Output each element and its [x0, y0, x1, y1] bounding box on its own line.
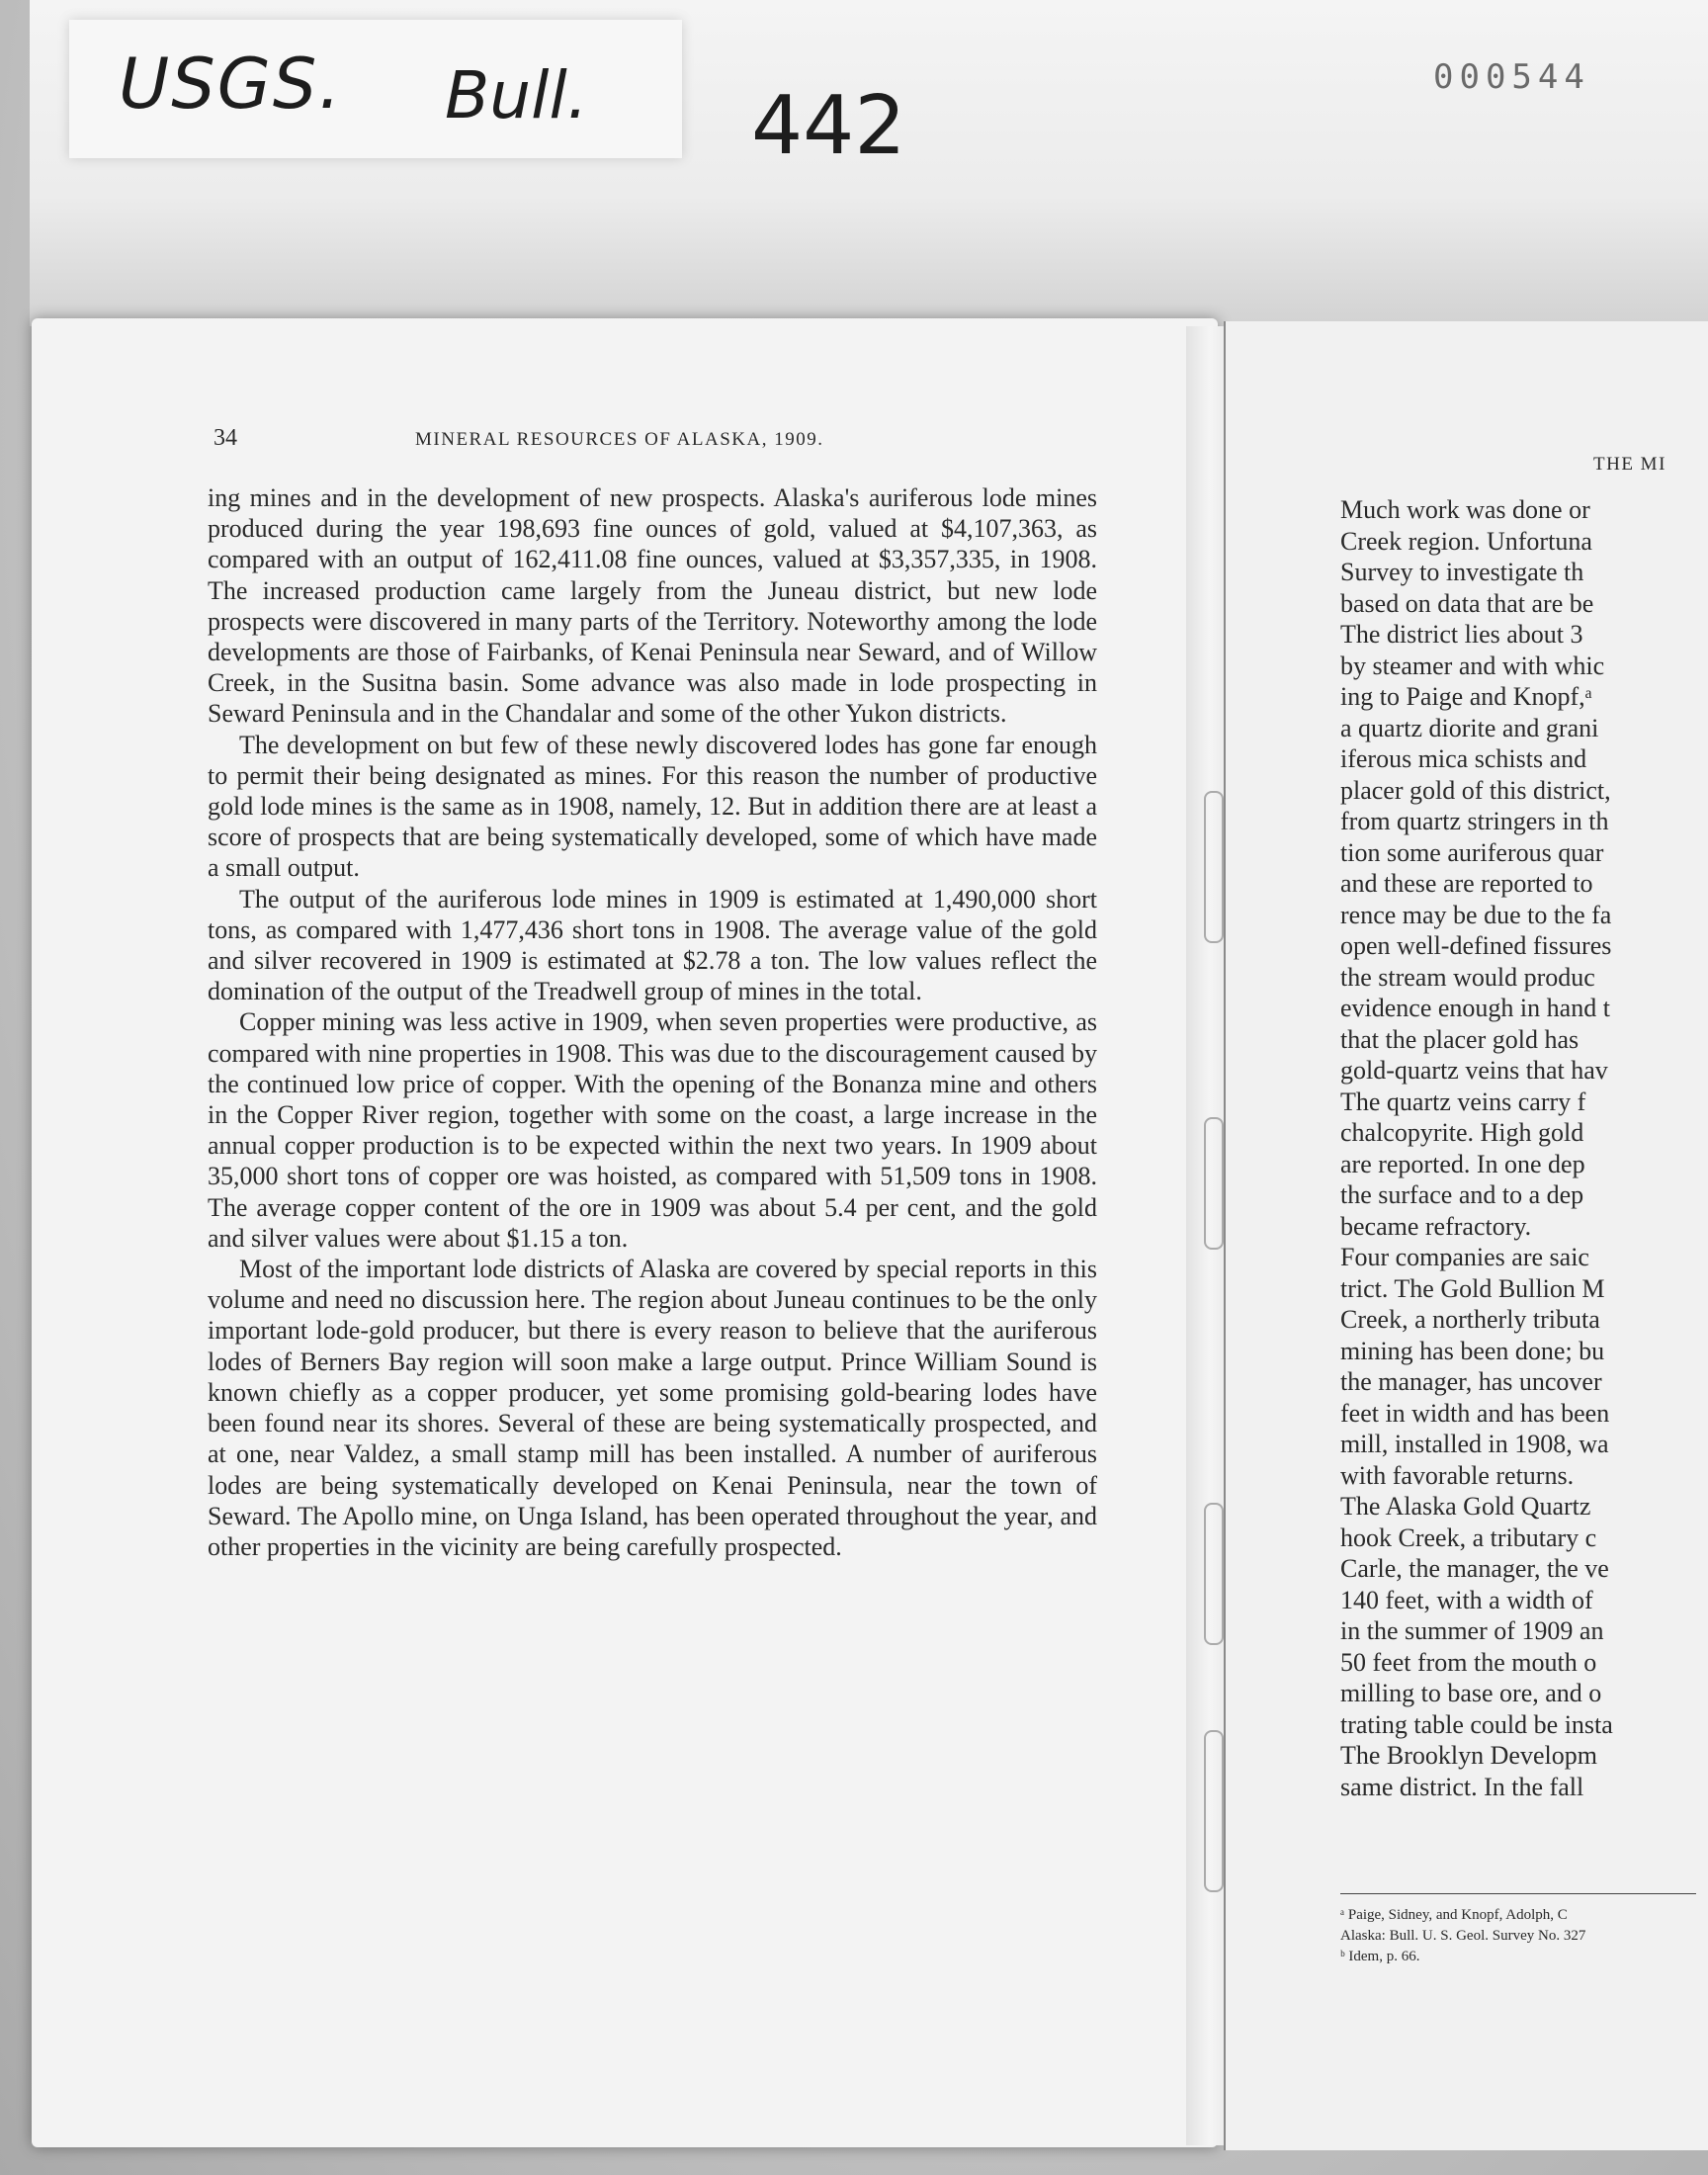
text-line: same district. In the fall — [1340, 1772, 1584, 1801]
paragraph: Most of the important lode districts of Alaska are covered by special reports in this volume and need no discussion here. The region about Juneau continues to be the only important lode-gold producer, but there is every reason to believe that the auriferous lodes of Berners Bay region will soon make a large output. Prince William Sound is known chiefly as a copper producer, yet some promising gold-bearing lodes have been found near its shores. Several of these are being systematically prospected, and at one, near Valdez, a small stamp mill has been installed. A number of auriferous lodes are being systematically developed on Kenai Peninsula, near the town of Seward. The Apollo mine, on Unga Island, has been operated throughout the year, and other properties in the vicinity are being carefully prospected. — [208, 1255, 1097, 1561]
text-line: Survey to investigate th — [1340, 558, 1584, 586]
footnote-line: Alaska: Bull. U. S. Geol. Survey No. 327 — [1340, 1928, 1586, 1944]
binding-stitch-mark — [1204, 791, 1224, 943]
text-line: 140 feet, with a width of — [1340, 1585, 1593, 1614]
text-line: milling to base ore, and o — [1340, 1679, 1602, 1707]
footnote-line: ᵃ Paige, Sidney, and Knopf, Adolph, C — [1340, 1907, 1568, 1923]
text-line: rence may be due to the fa — [1340, 900, 1612, 929]
binding-stitch-mark — [1204, 1117, 1224, 1250]
handwritten-bulletin-number: 442 — [751, 79, 906, 173]
page-number: 34 — [214, 425, 237, 451]
body-text — [208, 482, 1097, 1562]
text-line: chalcopyrite. High gold — [1340, 1118, 1584, 1147]
text-line: 50 feet from the mouth o — [1340, 1647, 1597, 1677]
text-line: trict. The Gold Bullion M — [1340, 1273, 1605, 1303]
text-line: are reported. In one dep — [1340, 1149, 1585, 1178]
text-line: The Brooklyn Developm — [1340, 1741, 1597, 1770]
text-line: with favorable returns. — [1340, 1460, 1575, 1490]
text-line: from quartz stringers in th — [1340, 807, 1609, 835]
binding-stitch-mark — [1204, 1503, 1224, 1645]
text-line: became refractory. — [1340, 1211, 1532, 1241]
footnote-line: ᵇ Idem, p. 66. — [1340, 1949, 1420, 1964]
text-line: by steamer and with whic — [1340, 651, 1605, 680]
right-running-head: THE MI — [1593, 454, 1666, 475]
text-line: placer gold of this district, — [1340, 775, 1611, 805]
text-line: Creek region. Unfortuna — [1340, 526, 1592, 556]
text-line: feet in width and has been — [1340, 1398, 1610, 1428]
text-line: a quartz diorite and grani — [1340, 713, 1599, 742]
text-line: trating table could be insta — [1340, 1709, 1613, 1739]
handwritten-bull: Bull. — [445, 57, 588, 133]
text-line: hook Creek, a tributary c — [1340, 1522, 1597, 1552]
text-line: The Alaska Gold Quartz — [1340, 1492, 1591, 1521]
text-line: evidence enough in hand t — [1340, 994, 1610, 1022]
text-line: iferous mica schists and — [1340, 744, 1587, 773]
right-page — [1224, 321, 1708, 2150]
right-page-text — [1340, 494, 1708, 1802]
paragraph: ing mines and in the development of new prospects. Alaska's auriferous lode mines produced during the year 198,693 fine ounces of gold, valued at $4,107,363, as compared with an output of 162,411.08 fine ounces, valued at $3,357,335, in 1908. The increased production came largely from the Juneau district, but new lode prospects were discovered in many parts of the Territory. Noteworthy among the lode developments are those of Fairbanks, of Kenai Peninsula near Seward, and of Willow Creek, in the Susitna basin. Some advance was also made in lode prospecting in Seward Peninsula and in the Chandalar and some of the other Yukon districts. — [208, 483, 1097, 729]
text-line: tion some auriferous quar — [1340, 837, 1604, 867]
text-line: mining has been done; bu — [1340, 1336, 1605, 1365]
text-line: based on data that are be — [1340, 588, 1594, 618]
text-line: open well-defined fissures — [1340, 931, 1612, 960]
text-line: Much work was done or — [1340, 495, 1590, 524]
handwritten-usgs: USGS. — [119, 44, 343, 125]
text-line: in the summer of 1909 an — [1340, 1616, 1604, 1645]
text-line: The quartz veins carry f — [1340, 1087, 1586, 1116]
text-line: mill, installed in 1908, wa — [1340, 1430, 1609, 1458]
text-line: and these are reported to — [1340, 869, 1593, 898]
footnotes — [1340, 1905, 1708, 1967]
footnote-rule — [1340, 1893, 1696, 1894]
text-line: the stream would produc — [1340, 962, 1595, 992]
text-line: the surface and to a dep — [1340, 1180, 1584, 1209]
text-line: Four companies are saic — [1340, 1243, 1589, 1271]
binding-stitch-mark — [1204, 1730, 1224, 1892]
paragraph: Copper mining was less active in 1909, when seven properties were productive, as compared with nine properties in 1908. This was due to the discouragement caused by the continued low price of copper. With the opening of the Bonanza mine and others in the Copper River region, together with some on the coast, a large increase in the annual copper production is to be expected within the next two years. In 1909 about 35,000 short tons of copper ore was hoisted, as compared with 51,509 tons in 1908. The average copper content of the ore in 1909 was about 5.4 per cent, and the gold and silver values were about $1.15 a ton. — [208, 1007, 1097, 1253]
running-head-title: MINERAL RESOURCES OF ALASKA, 1909. — [415, 429, 824, 450]
paragraph: The development on but few of these newly discovered lodes has gone far enough to permit their being designated as mines. For this reason the number of productive gold lode mines is the same as in 1908, namely, 12. But in addition there are at least a score of prospects that are being systematically developed, some of which have made a small output. — [208, 730, 1097, 883]
text-line: Carle, the manager, the ve — [1340, 1554, 1609, 1583]
paragraph: The output of the auriferous lode mines in 1909 is estimated at 1,490,000 short tons, as compared with 1,477,436 short tons in 1908. The average value of the gold and silver recovered in 1909 is estimated at $2.78 a ton. The low values reflect the domination of the output of the Treadwell group of mines in the total. — [208, 884, 1097, 1006]
text-line: that the placer gold has — [1340, 1024, 1580, 1054]
text-line: ing to Paige and Knopf,ᵃ — [1340, 682, 1592, 711]
text-line: The district lies about 3 — [1340, 620, 1583, 649]
text-line: Creek, a northerly tributa — [1340, 1305, 1600, 1334]
text-line: the manager, has uncover — [1340, 1367, 1602, 1396]
archive-stamp-number: 000544 — [1433, 57, 1590, 97]
text-line: gold-quartz veins that hav — [1340, 1056, 1608, 1085]
